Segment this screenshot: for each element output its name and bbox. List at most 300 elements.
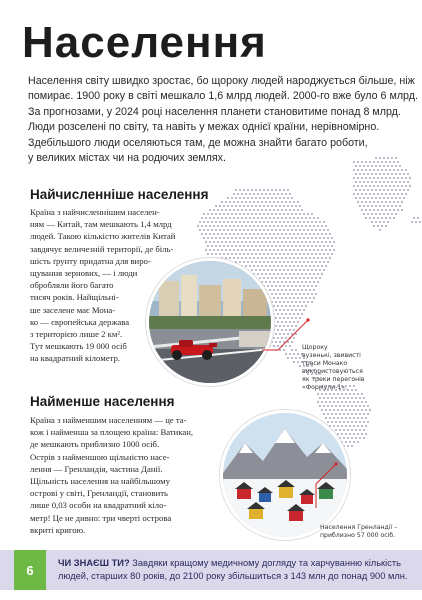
map-dot bbox=[377, 169, 379, 171]
map-dot bbox=[269, 201, 271, 203]
map-dot bbox=[207, 229, 209, 231]
map-dot bbox=[261, 201, 263, 203]
map-dot bbox=[289, 281, 291, 283]
map-dot bbox=[281, 201, 283, 203]
map-dot bbox=[245, 241, 247, 243]
map-dot bbox=[273, 265, 275, 267]
map-dot bbox=[285, 289, 287, 291]
greenland-caption bbox=[320, 524, 397, 540]
map-dot bbox=[273, 233, 275, 235]
map-dot bbox=[227, 221, 229, 223]
map-dot bbox=[325, 257, 327, 259]
map-dot bbox=[317, 257, 319, 259]
map-dot bbox=[309, 257, 311, 259]
intro-line: Здебільшого люди оселяються там, де можна знайти багато роботи, bbox=[28, 136, 368, 149]
map-dot bbox=[355, 197, 357, 199]
map-dot bbox=[313, 257, 315, 259]
map-dot bbox=[365, 433, 367, 435]
map-dot bbox=[283, 237, 285, 239]
map-dot bbox=[371, 173, 373, 175]
map-dot bbox=[313, 273, 315, 275]
map-dot bbox=[339, 397, 341, 399]
map-dot bbox=[243, 205, 245, 207]
map-dot bbox=[301, 297, 303, 299]
map-dot bbox=[319, 269, 321, 271]
map-dot bbox=[329, 417, 331, 419]
map-dot bbox=[247, 197, 249, 199]
map-dot bbox=[201, 233, 203, 235]
map-dot bbox=[277, 297, 279, 299]
map-dot bbox=[357, 441, 359, 443]
map-dot bbox=[365, 217, 367, 219]
map-dot bbox=[341, 409, 343, 411]
map-dot bbox=[221, 233, 223, 235]
map-dot bbox=[383, 181, 385, 183]
map-dot bbox=[213, 209, 215, 211]
map-dot bbox=[229, 209, 231, 211]
map-dot bbox=[259, 213, 261, 215]
map-dot bbox=[403, 181, 405, 183]
map-dot bbox=[367, 197, 369, 199]
map-dot bbox=[299, 245, 301, 247]
map-dot bbox=[239, 205, 241, 207]
map-dot bbox=[323, 269, 325, 271]
map-dot bbox=[363, 181, 365, 183]
section-heading-least-populated: Найменше населення bbox=[30, 394, 175, 409]
map-dot bbox=[381, 169, 383, 171]
map-dot bbox=[361, 433, 363, 435]
map-dot bbox=[309, 289, 311, 291]
map-dot bbox=[397, 209, 399, 211]
map-dot bbox=[359, 197, 361, 199]
map-dot bbox=[295, 229, 297, 231]
map-dot bbox=[277, 209, 279, 211]
map-dot bbox=[271, 261, 273, 263]
map-dot bbox=[371, 197, 373, 199]
map-dot bbox=[329, 241, 331, 243]
map-dot bbox=[359, 405, 361, 407]
map-dot bbox=[363, 213, 365, 215]
map-dot bbox=[363, 413, 365, 415]
text-line: де мешкають приблизно 1000 осіб. bbox=[30, 439, 160, 450]
map-dot bbox=[269, 249, 271, 251]
map-dot bbox=[357, 161, 359, 163]
map-dot bbox=[335, 413, 337, 415]
map-dot bbox=[333, 393, 335, 395]
map-dot bbox=[383, 165, 385, 167]
map-dot bbox=[389, 177, 391, 179]
map-dot bbox=[413, 217, 415, 219]
map-dot bbox=[297, 265, 299, 267]
map-dot bbox=[347, 397, 349, 399]
map-dot bbox=[293, 233, 295, 235]
map-dot bbox=[277, 257, 279, 259]
map-dot bbox=[383, 189, 385, 191]
map-dot bbox=[261, 265, 263, 267]
map-dot bbox=[349, 425, 351, 427]
map-dot bbox=[265, 233, 267, 235]
map-dot bbox=[249, 217, 251, 219]
map-dot bbox=[245, 217, 247, 219]
map-dot bbox=[375, 165, 377, 167]
map-dot bbox=[283, 277, 285, 279]
map-dot bbox=[219, 229, 221, 231]
map-dot bbox=[361, 417, 363, 419]
map-dot bbox=[337, 417, 339, 419]
fact-text: Завдяки кращому медичному догляду та харчуванню кількість bbox=[129, 558, 401, 568]
map-dot bbox=[295, 277, 297, 279]
map-dot bbox=[327, 261, 329, 263]
map-dot bbox=[373, 177, 375, 179]
map-dot bbox=[243, 261, 245, 263]
map-dot bbox=[385, 193, 387, 195]
map-dot bbox=[281, 217, 283, 219]
map-dot bbox=[331, 397, 333, 399]
text-line: Тут мешкають 19 000 осіб bbox=[30, 341, 127, 352]
map-dot bbox=[255, 221, 257, 223]
map-dot bbox=[361, 425, 363, 427]
map-dot bbox=[393, 177, 395, 179]
map-dot bbox=[357, 425, 359, 427]
map-dot bbox=[359, 429, 361, 431]
map-dot bbox=[231, 205, 233, 207]
map-dot bbox=[237, 193, 239, 195]
map-dot bbox=[227, 229, 229, 231]
map-dot bbox=[257, 201, 259, 203]
map-dot bbox=[223, 237, 225, 239]
map-dot bbox=[305, 297, 307, 299]
map-dot bbox=[243, 213, 245, 215]
map-dot bbox=[299, 269, 301, 271]
map-dot bbox=[275, 189, 277, 191]
map-dot bbox=[233, 225, 235, 227]
map-dot bbox=[291, 293, 293, 295]
map-dot bbox=[357, 185, 359, 187]
map-dot bbox=[383, 197, 385, 199]
map-dot bbox=[239, 245, 241, 247]
map-dot bbox=[303, 293, 305, 295]
map-dot bbox=[315, 221, 317, 223]
map-dot bbox=[361, 193, 363, 195]
map-dot bbox=[317, 281, 319, 283]
map-dot bbox=[295, 285, 297, 287]
map-dot bbox=[251, 237, 253, 239]
map-dot bbox=[301, 225, 303, 227]
map-dot bbox=[367, 173, 369, 175]
intro-line: За прогнозами, у 2024 році населення планети становитиме понад 8 млрд. bbox=[28, 105, 401, 118]
map-dot bbox=[237, 257, 239, 259]
map-dot bbox=[213, 217, 215, 219]
map-dot bbox=[295, 269, 297, 271]
map-dot bbox=[253, 233, 255, 235]
map-dot bbox=[365, 169, 367, 171]
caption-line: вузенькі, звивисті bbox=[302, 352, 361, 359]
map-dot bbox=[325, 225, 327, 227]
map-dot bbox=[241, 233, 243, 235]
map-dot bbox=[387, 173, 389, 175]
map-dot bbox=[287, 285, 289, 287]
map-dot bbox=[355, 173, 357, 175]
map-dot bbox=[261, 241, 263, 243]
map-dot bbox=[221, 209, 223, 211]
map-dot bbox=[383, 213, 385, 215]
map-dot bbox=[235, 245, 237, 247]
map-dot bbox=[297, 209, 299, 211]
map-dot bbox=[263, 229, 265, 231]
map-dot bbox=[321, 273, 323, 275]
map-dot bbox=[231, 213, 233, 215]
map-dot bbox=[257, 273, 259, 275]
map-dot bbox=[309, 233, 311, 235]
map-dot bbox=[361, 161, 363, 163]
map-dot bbox=[283, 205, 285, 207]
map-dot bbox=[249, 241, 251, 243]
map-dot bbox=[295, 245, 297, 247]
map-dot bbox=[311, 277, 313, 279]
map-dot bbox=[399, 189, 401, 191]
map-dot bbox=[257, 217, 259, 219]
map-dot bbox=[257, 249, 259, 251]
map-dot bbox=[311, 285, 313, 287]
text-line: кож і найменша за площею країна: Ватикан, bbox=[30, 427, 194, 438]
map-dot bbox=[343, 397, 345, 399]
map-dot bbox=[307, 213, 309, 215]
map-dot bbox=[365, 193, 367, 195]
map-dot bbox=[221, 201, 223, 203]
map-dot bbox=[263, 269, 265, 271]
map-dot bbox=[389, 209, 391, 211]
map-dot bbox=[265, 217, 267, 219]
map-dot bbox=[233, 217, 235, 219]
map-dot bbox=[221, 225, 223, 227]
map-dot bbox=[305, 265, 307, 267]
map-dot bbox=[309, 249, 311, 251]
map-dot bbox=[401, 201, 403, 203]
map-dot bbox=[263, 277, 265, 279]
map-dot bbox=[363, 197, 365, 199]
map-dot bbox=[211, 245, 213, 247]
map-dot bbox=[277, 241, 279, 243]
map-dot bbox=[291, 197, 293, 199]
map-dot bbox=[265, 241, 267, 243]
map-dot bbox=[371, 189, 373, 191]
map-dot bbox=[343, 405, 345, 407]
map-dot bbox=[203, 229, 205, 231]
map-dot bbox=[255, 213, 257, 215]
map-dot bbox=[355, 397, 357, 399]
map-dot bbox=[235, 213, 237, 215]
text-line: лише 0,03 особи на квадратний кіло- bbox=[30, 500, 167, 511]
map-dot bbox=[373, 217, 375, 219]
map-dot bbox=[217, 217, 219, 219]
map-dot bbox=[267, 189, 269, 191]
map-dot bbox=[369, 185, 371, 187]
map-dot bbox=[261, 209, 263, 211]
map-dot bbox=[373, 169, 375, 171]
map-dot bbox=[343, 413, 345, 415]
map-dot bbox=[279, 293, 281, 295]
map-dot bbox=[279, 245, 281, 247]
map-dot bbox=[371, 221, 373, 223]
map-dot bbox=[295, 205, 297, 207]
map-dot bbox=[283, 189, 285, 191]
map-dot bbox=[351, 445, 353, 447]
map-dot bbox=[261, 249, 263, 251]
map-dot bbox=[209, 209, 211, 211]
map-dot bbox=[325, 417, 327, 419]
map-dot bbox=[375, 205, 377, 207]
map-dot bbox=[233, 241, 235, 243]
map-dot bbox=[309, 217, 311, 219]
map-dot bbox=[375, 189, 377, 191]
map-dot bbox=[353, 393, 355, 395]
map-dot bbox=[305, 233, 307, 235]
map-dot bbox=[385, 169, 387, 171]
map-dot bbox=[267, 237, 269, 239]
map-dot bbox=[257, 193, 259, 195]
caption-line: Населення Гренландії – bbox=[320, 524, 398, 531]
map-dot bbox=[373, 185, 375, 187]
map-dot bbox=[251, 221, 253, 223]
map-dot bbox=[279, 197, 281, 199]
intro-line: помирає. 1900 року в світі мешкало 1,6 млрд людей. 2000-го вже було 6 млрд. bbox=[28, 90, 418, 103]
map-dot bbox=[379, 205, 381, 207]
map-dot bbox=[277, 201, 279, 203]
map-dot bbox=[261, 193, 263, 195]
map-dot bbox=[339, 421, 341, 423]
map-dot bbox=[391, 173, 393, 175]
map-dot bbox=[245, 257, 247, 259]
map-dot bbox=[353, 401, 355, 403]
map-dot bbox=[263, 237, 265, 239]
map-dot bbox=[375, 173, 377, 175]
map-dot bbox=[271, 205, 273, 207]
map-dot bbox=[275, 253, 277, 255]
map-dot bbox=[269, 193, 271, 195]
map-dot bbox=[391, 189, 393, 191]
map-dot bbox=[301, 209, 303, 211]
map-dot bbox=[393, 169, 395, 171]
map-dot bbox=[299, 237, 301, 239]
map-dot bbox=[205, 217, 207, 219]
map-dot bbox=[349, 409, 351, 411]
map-dot bbox=[245, 201, 247, 203]
map-dot bbox=[267, 197, 269, 199]
map-dot bbox=[381, 201, 383, 203]
map-dot bbox=[255, 237, 257, 239]
map-dot bbox=[261, 273, 263, 275]
map-dot bbox=[293, 241, 295, 243]
map-dot bbox=[353, 409, 355, 411]
map-dot bbox=[385, 225, 387, 227]
map-dot bbox=[285, 257, 287, 259]
map-dot bbox=[235, 189, 237, 191]
map-dot bbox=[391, 205, 393, 207]
map-dot bbox=[247, 205, 249, 207]
map-dot bbox=[353, 425, 355, 427]
map-dot bbox=[255, 229, 257, 231]
map-dot bbox=[363, 405, 365, 407]
map-dot bbox=[403, 189, 405, 191]
map-dot bbox=[267, 245, 269, 247]
map-dot bbox=[375, 197, 377, 199]
map-dot bbox=[375, 213, 377, 215]
map-dot bbox=[399, 181, 401, 183]
map-dot bbox=[205, 225, 207, 227]
map-dot bbox=[199, 221, 201, 223]
map-dot bbox=[287, 237, 289, 239]
map-dot bbox=[345, 441, 347, 443]
map-dot bbox=[279, 285, 281, 287]
map-dot bbox=[419, 221, 421, 223]
map-dot bbox=[287, 205, 289, 207]
map-dot bbox=[389, 217, 391, 219]
map-dot bbox=[291, 261, 293, 263]
map-dot bbox=[279, 229, 281, 231]
map-dot bbox=[215, 237, 217, 239]
map-dot bbox=[387, 221, 389, 223]
map-dot bbox=[251, 189, 253, 191]
map-dot bbox=[395, 197, 397, 199]
map-dot bbox=[277, 249, 279, 251]
map-dot bbox=[323, 261, 325, 263]
map-dot bbox=[225, 249, 227, 251]
map-dot bbox=[371, 205, 373, 207]
map-dot bbox=[257, 233, 259, 235]
map-dot bbox=[305, 241, 307, 243]
map-dot bbox=[259, 261, 261, 263]
map-dot bbox=[265, 225, 267, 227]
map-dot bbox=[359, 437, 361, 439]
map-dot bbox=[317, 241, 319, 243]
map-dot bbox=[223, 205, 225, 207]
map-dot bbox=[255, 189, 257, 191]
map-dot bbox=[311, 269, 313, 271]
map-dot bbox=[395, 205, 397, 207]
map-dot bbox=[209, 225, 211, 227]
map-dot bbox=[355, 429, 357, 431]
map-dot bbox=[227, 205, 229, 207]
map-dot bbox=[387, 205, 389, 207]
map-dot bbox=[309, 281, 311, 283]
map-dot bbox=[351, 413, 353, 415]
map-dot bbox=[329, 393, 331, 395]
map-dot bbox=[379, 229, 381, 231]
map-dot bbox=[357, 401, 359, 403]
map-dot bbox=[237, 233, 239, 235]
map-dot bbox=[357, 193, 359, 195]
map-dot bbox=[303, 253, 305, 255]
map-dot bbox=[285, 201, 287, 203]
map-dot bbox=[271, 189, 273, 191]
map-dot bbox=[297, 241, 299, 243]
map-dot bbox=[313, 289, 315, 291]
map-dot bbox=[277, 281, 279, 283]
map-dot bbox=[225, 201, 227, 203]
map-dot bbox=[263, 245, 265, 247]
map-dot bbox=[267, 269, 269, 271]
map-dot bbox=[379, 181, 381, 183]
map-dot bbox=[317, 265, 319, 267]
map-dot bbox=[379, 213, 381, 215]
map-dot bbox=[281, 281, 283, 283]
map-dot bbox=[267, 285, 269, 287]
map-dot bbox=[315, 261, 317, 263]
map-dot bbox=[351, 421, 353, 423]
map-dot bbox=[255, 269, 257, 271]
map-dot bbox=[365, 409, 367, 411]
map-dot bbox=[289, 289, 291, 291]
